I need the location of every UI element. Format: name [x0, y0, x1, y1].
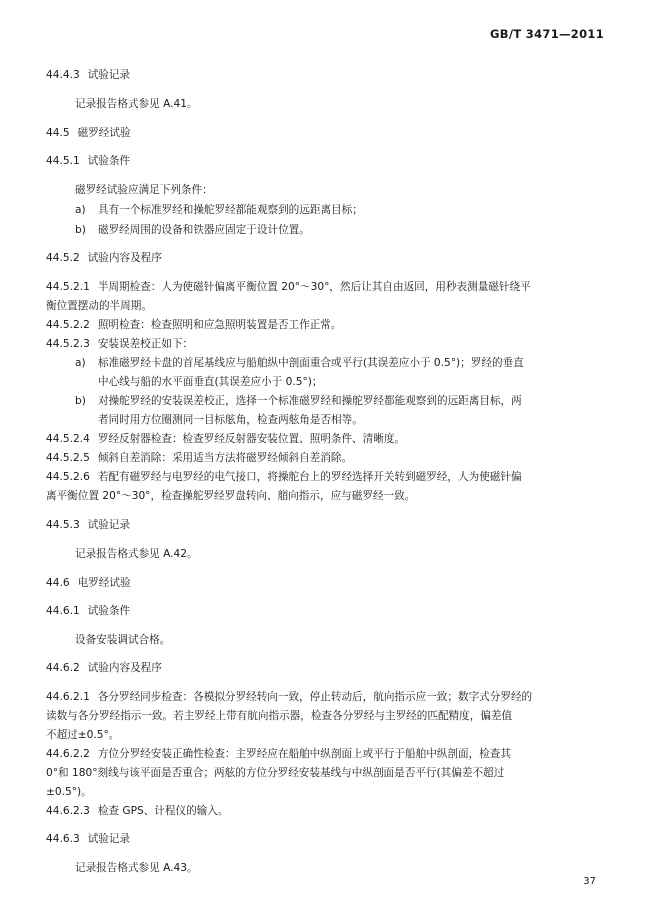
clause-text-continued: 衡位置摆动的半周期。	[46, 300, 152, 312]
section-title: 磁罗经试验	[77, 127, 131, 139]
clause-text: 罗经反射器检查：检查罗经反射器安装位置、照明条件、清晰度。	[97, 433, 406, 445]
section-title: 试验记录	[87, 833, 131, 845]
clause-number: 44.5.2.1	[46, 281, 90, 293]
clause-text: 检查 GPS、计程仪的输入。	[97, 805, 229, 817]
page-number: 37	[583, 876, 596, 887]
clause-number: 44.6.2.1	[46, 691, 90, 703]
list-label: a)	[75, 204, 86, 216]
section-number: 44.5.2	[46, 252, 80, 264]
clause-text: 各分罗经同步检查：各模拟分罗经转向一致，停止转动后，航向指示应一致；数字式分罗经的	[97, 691, 533, 703]
list-label: b)	[75, 395, 86, 407]
clause-number: 44.5.2.4	[46, 433, 90, 445]
clause-text: 倾斜自差消除：采用适当方法将磁罗经倾斜自差消除。	[97, 452, 353, 464]
section-heading-44-5	[46, 126, 612, 140]
clause-text: 半周期检查：人为使磁针偏离平衡位置 20°～30°，然后让其自由返回，用秒表测量磁针绕平	[97, 281, 531, 293]
clause-number: 44.5.2.3	[46, 338, 90, 350]
section-heading-44-5-2	[46, 251, 612, 265]
section-title: 试验条件	[87, 605, 131, 617]
section-number: 44.6.2	[46, 662, 80, 674]
section-heading-44-5-1	[46, 154, 612, 168]
clause-text: 方位分罗经安装正确性检查：主罗经应在船舶中纵剖面上或平行于船舶中纵剖面，检查其	[97, 748, 511, 760]
clause-text-continued: 不超过±0.5°。	[46, 729, 120, 741]
list-label: a)	[75, 357, 86, 369]
section-title: 试验记录	[87, 519, 131, 531]
clause-44-5-2-6	[46, 470, 612, 484]
section-number: 44.6.1	[46, 605, 80, 617]
section-number: 44.5.3	[46, 519, 80, 531]
section-number: 44.4.3	[46, 69, 80, 81]
clause-text: 照明检查：检查照明和应急照明装置是否工作正常。	[97, 319, 342, 331]
section-title: 电罗经试验	[77, 577, 131, 589]
clause-text: 若配有磁罗经与电罗经的电气接口，将操舵台上的罗经选择开关转到磁罗经，人为使磁针偏	[97, 471, 522, 483]
clause-text-continued: 0°和 180°刻线与该平面是否重合；两舷的方位分罗经安装基线与中纵剖面是否平行(其偏差不超过	[46, 767, 505, 779]
section-number: 44.5.1	[46, 155, 80, 167]
list-text-continued: 中心线与船的水平面垂直(其误差应小于 0.5°)；	[98, 376, 323, 388]
clause-44-5-2-1	[46, 280, 612, 294]
clause-44-5-2-2	[46, 318, 612, 332]
list-label: b)	[75, 224, 86, 236]
section-heading-44-4-3	[46, 68, 612, 82]
clause-text-continued: 读数与各分罗经指示一致。若主罗经上带有航向指示器，检查各分罗经与主罗经的匹配精度，偏差值	[46, 710, 513, 722]
clause-44-5-2-4	[46, 432, 612, 446]
clause-44-5-2-3	[46, 337, 612, 351]
clause-number: 44.5.2.2	[46, 319, 90, 331]
section-title: 试验条件	[87, 155, 131, 167]
list-text: 对操舵罗经的安装误差校正，选择一个标准磁罗经和操舵罗经都能观察到的远距离目标，两	[98, 395, 522, 407]
section-number: 44.5	[46, 127, 70, 139]
section-heading-44-5-3	[46, 518, 612, 532]
clause-number: 44.6.2.2	[46, 748, 90, 760]
clause-number: 44.5.2.6	[46, 471, 90, 483]
standard-number: GB/T 3471—2011	[490, 27, 604, 41]
clause-44-5-2-5	[46, 451, 612, 465]
paragraph: 设备安装调试合格。	[75, 634, 171, 646]
clause-text-continued: ±0.5°)。	[46, 786, 92, 798]
section-title: 试验内容及程序	[87, 252, 162, 264]
paragraph: 记录报告格式参见 A.43。	[75, 862, 198, 874]
clause-44-6-2-1	[46, 690, 612, 704]
section-heading-44-6-3	[46, 832, 612, 846]
paragraph: 记录报告格式参见 A.42。	[75, 548, 198, 560]
section-number: 44.6	[46, 577, 70, 589]
list-text: 具有一个标准罗经和操舵罗经都能观察到的远距离目标；	[98, 204, 363, 216]
paragraph: 记录报告格式参见 A.41。	[75, 98, 198, 110]
clause-number: 44.6.2.3	[46, 805, 90, 817]
section-title: 试验记录	[87, 69, 131, 81]
section-number: 44.6.3	[46, 833, 80, 845]
clause-44-6-2-2	[46, 747, 612, 761]
section-title: 试验内容及程序	[87, 662, 162, 674]
list-text: 磁罗经周围的设备和铁器应固定于设计位置。	[98, 224, 310, 236]
paragraph: 磁罗经试验应满足下列条件：	[75, 184, 213, 196]
section-heading-44-6-1	[46, 604, 612, 618]
clause-number: 44.5.2.5	[46, 452, 90, 464]
section-heading-44-6-2	[46, 661, 612, 675]
list-text-continued: 者同时用方位圈测同一目标舷角，检查两舷角是否相等。	[98, 414, 363, 426]
section-heading-44-6	[46, 576, 612, 590]
list-text: 标准磁罗经卡盘的首尾基线应与船舶纵中剖面重合或平行(其误差应小于 0.5°)；罗经的垂直	[98, 357, 524, 369]
clause-text: 安装误差校正如下：	[97, 338, 194, 350]
clause-44-6-2-3	[46, 804, 612, 818]
clause-text-continued: 离平衡位置 20°～30°，检查操舵罗经罗盘转向、艏向指示，应与磁罗经一致。	[46, 490, 416, 502]
